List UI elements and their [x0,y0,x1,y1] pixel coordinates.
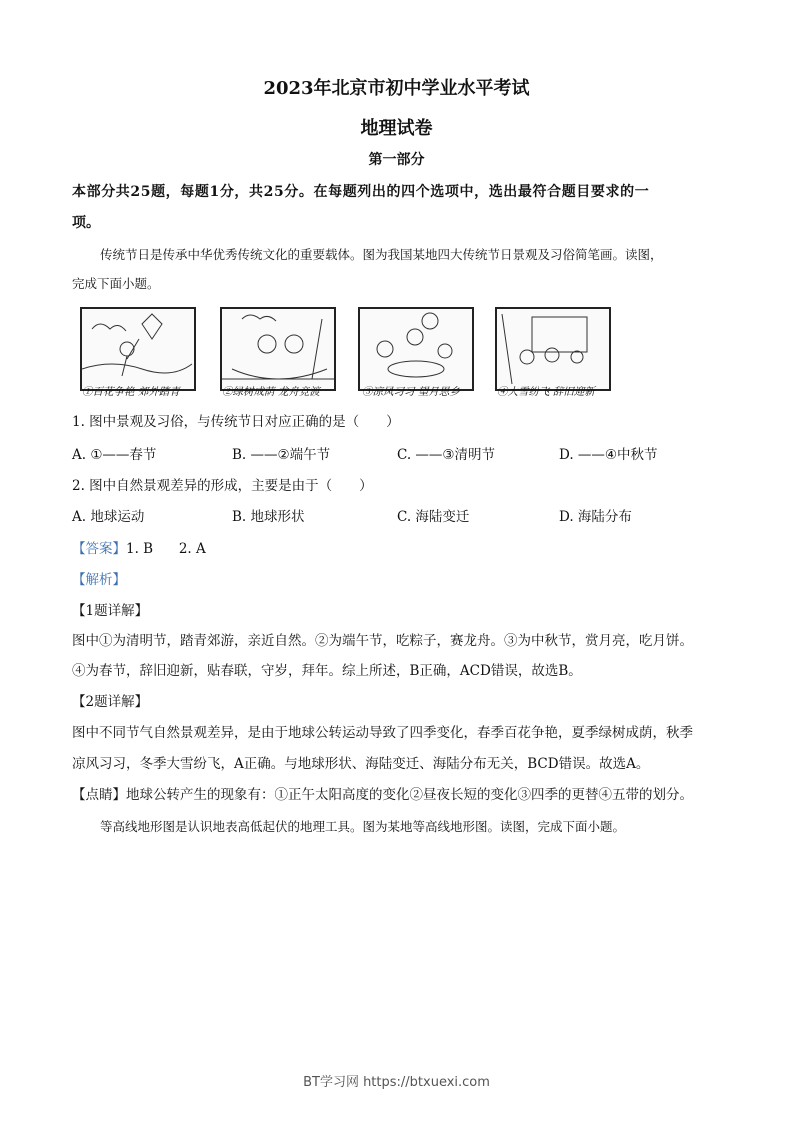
figure-caption-4: ④大雪纷飞 辞旧迎新 [497,386,595,398]
question-1-stem: 1. 图中景观及习俗，与传统节日对应正确的是（ ） [72,414,400,430]
intro-line-1: 传统节日是传承中华优秀传统文化的重要载体。图为我国某地四大传统节日景观及习俗简笔画。读图， [100,247,663,262]
q2-option-b: B. 地球形状 [232,509,305,525]
figure-caption-2: ②绿树成荫 龙舟竞渡 [222,386,320,398]
question-2-stem: 2. 图中自然景观差异的形成，主要是由于（ ） [72,478,373,494]
figure-winter-image [495,307,611,391]
part-heading: 第一部分 [368,152,425,168]
detail-2-label: 【2题详解】 [72,694,149,710]
q1-option-b: B. ——②端午节 [232,447,331,463]
next-question-intro: 等高线地形图是认识地表高低起伏的地理工具。图为某地等高线地形图。读图，完成下面小题。 [100,819,626,834]
detail-1-line-2: ④为春节，辞旧迎新，贴春联，守岁，拜年。综上所述，B正确，ACD错误，故选B。 [72,663,582,679]
exam-title: 2023年北京市初中学业水平考试 [263,78,530,99]
figure-caption-1: ①百花争艳 郊外踏青 [82,386,180,398]
detail-1-line-1: 图中①为清明节，踏青郊游，亲近自然。②为端午节，吃粽子，赛龙舟。③为中秋节，赏月亮，吃月饼。 [72,633,693,649]
q1-option-d: D. ——④中秋节 [559,447,658,463]
tip-line [72,783,693,803]
answer-label: 【答案】 [72,541,126,557]
detail-1-label: 【1题详解】 [72,603,149,619]
q2-option-c: C. 海陆变迁 [397,509,470,525]
q1-option-a: A. ①——春节 [72,447,157,463]
answer-value: 1. B 2. A [126,541,206,557]
q2-option-d: D. 海陆分布 [559,509,632,525]
tip-label: 【点睛】 [72,787,126,803]
analysis-label: 【解析】 [72,572,126,588]
instructions-line-1: 本部分共25题，每题1分，共25分。在每题列出的四个选项中，选出最符合题目要求的一 [72,184,650,200]
figure-spring-image [80,307,196,391]
detail-2-line-1: 图中不同节气自然景观差异，是由于地球公转运动导致了四季变化，春季百花争艳，夏季绿树成荫，秋季 [72,725,693,741]
answer-line [72,537,206,557]
intro-line-2: 完成下面小题。 [72,276,160,291]
figure-caption-3: ③凉风习习 望月思乡 [362,386,460,398]
footer-watermark: BT学习网 https://btxuexi.com [303,1075,490,1090]
detail-2-line-2: 凉风习习，冬季大雪纷飞，A正确。与地球形状、海陆变迁、海陆分布无关，BCD错误。故选A。 [72,756,650,772]
figure-autumn-image [358,307,474,391]
exam-subtitle: 地理试卷 [360,118,433,139]
q2-option-a: A. 地球运动 [72,509,145,525]
instructions-line-2: 项。 [72,215,100,231]
q1-option-c: C. ——③清明节 [397,447,496,463]
figure-summer-image [220,307,336,391]
tip-text: 地球公转产生的现象有：①正午太阳高度的变化②昼夜长短的变化③四季的更替④五带的划分。 [126,787,693,803]
